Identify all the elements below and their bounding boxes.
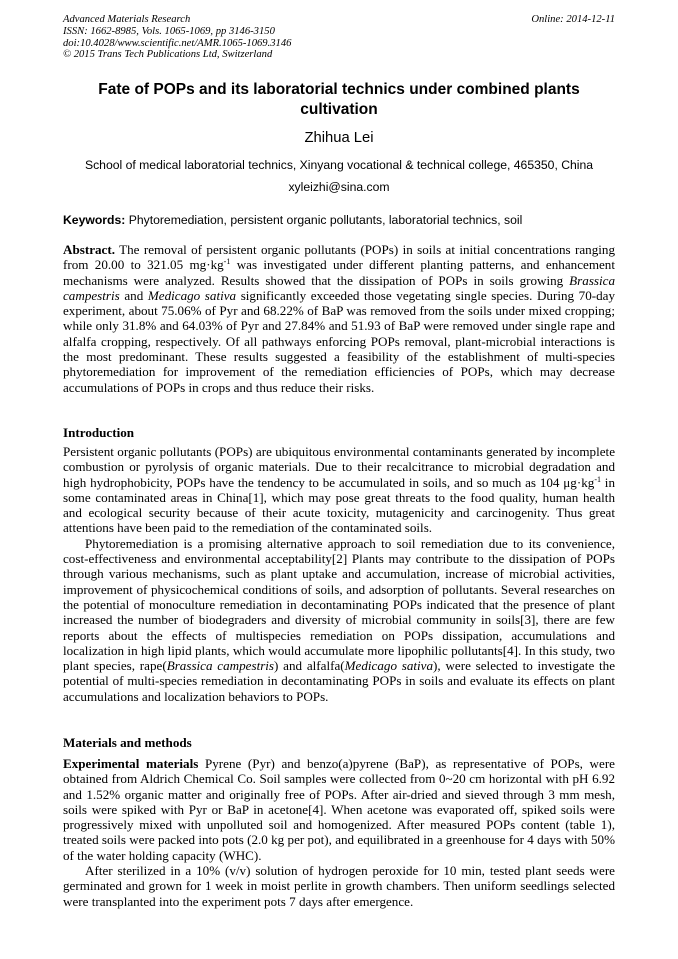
abstract — [63, 242, 615, 395]
paragraph — [63, 536, 615, 704]
paragraph-text: Persistent organic pollutants (POPs) are ubiquitous environmental contaminants generated by incomplete combustion or pyrolysis of organic materials. Due to their recalcitrance to microbial degradation and high hydrophobicity, POPs have the tendency to be accumulated in soils, and so much as 104 μg·kg — [63, 444, 615, 490]
paragraph-text: ), were selected to investigate the potential of multi-species remediation in decontaminating POPs in soils and evaluate its effects on plant accumulations and localization behaviors to POPs. — [63, 658, 616, 704]
abstract-text: significantly exceeded those vegetating single species. During 70-day experiment, about 75.06% of Pyr and 68.22% of BaP was removed from the soils under mixed cropping; while only 31.8% and 64.03% of Pyr and 27.84% and 51.93 of BaP were removed under single rape and alfalfa cropping, respectively. Of all pathways enforcing POPs removal, plant-microbial interactions is the most predominant. These results suggested a feasibility of the establishment of multi-species phytoremediation for improvement of the remediation efficiencies of POPs, which may decrease accumulations of POPs in crops and thus reduce their risks. — [63, 287, 616, 395]
copyright-line: © 2015 Trans Tech Publications Ltd, Switzerland — [63, 49, 273, 61]
journal-name: Advanced Materials Research — [63, 14, 191, 25]
paper-title: Fate of POPs and its laboratorial technics under combined plants cultivation — [98, 81, 580, 118]
journal-header — [63, 14, 291, 61]
paragraph-text: ) and alfalfa( — [274, 658, 345, 674]
introduction-body — [63, 444, 615, 704]
author-email: xyleizhi@sina.com — [288, 180, 390, 194]
paragraph — [63, 444, 615, 536]
paragraph-text: Phytoremediation is a promising alternative approach to soil remediation due to its convenience, cost-effectiveness and environmental acceptability[2] Plants may contribute to the dissipation of POPs through various mechanisms, such as plant uptake and accumulation, increase of microbial activities, improvement of physicochemical conditions of soils, and adsorption of pollutants. Several researches on the potential of monoculture remediation in decontaminating POPs indicated that the presence of plant increased the number of biodegraders and diversity of microbial community in soils[3], there are few reports about the effects of multispecies remediation on POPs dissipation, accumulations and localization in high lipid plants, which would accumulate more lipophilic pollutants[4]. In this study, two plant species, rape( — [63, 535, 615, 674]
keywords-text: Phytoremediation, persistent organic pollutants, laboratorial technics, soil — [125, 213, 523, 227]
paragraph-text: in some contaminated areas in China[1], which may pose great threats to the food quality, human health and ecological security because of their acute toxicity, mutagenicity and carcinogenity. Thus great attentions have been paid to the remediation of the contaminated soils. — [63, 474, 615, 536]
introduction-heading: Introduction — [63, 425, 135, 440]
species-name: Medicago sativa — [344, 658, 434, 674]
doi-line: doi:10.4028/www.scientific.net/AMR.1065-1069.3146 — [63, 37, 292, 49]
abstract-superscript: -1 — [223, 257, 231, 267]
author-name: Zhihua Lei — [304, 130, 374, 146]
abstract-text: The removal of persistent organic pollutants (POPs) in soils at initial concentrations ranging from 20.00 to 321.05 mg·kg — [63, 242, 615, 273]
keywords-label: Keywords: — [63, 213, 126, 227]
paragraph — [63, 756, 615, 863]
species-name: Brassica campestris — [166, 658, 275, 674]
abstract-text: and — [119, 287, 148, 303]
subsection-label: Experimental materials — [63, 756, 199, 771]
paragraph-text: Pyrene (Pyr) and benzo(a)pyrene (BaP), as representative of POPs, were obtained from Aldrich Chemical Co. Soil samples were collected from 0~20 cm horizontal with pH 6.92 and 1.52% organic matter and originally free of POPs. After air-dried and sieved through 3 mm mesh, soils were spiked with Pyr or BaP in acetone[4]. When acetone was evaporated off, spiked soils were progressively mixed with unpolluted soil and homogenized. After measured POPs content (table 1), treated soils were packed into pots (2.0 kg per pot), and equilibrated in a greenhouse for 4 days with 50% of the water holding capacity (WHC). — [63, 756, 615, 863]
paragraph — [63, 863, 615, 909]
author-affiliation: School of medical laboratorial technics, Xinyang vocational & technical college, 465350, China — [84, 158, 594, 172]
species-name: Medicago sativa — [147, 287, 237, 303]
methods-body — [63, 756, 615, 909]
keywords — [63, 212, 615, 228]
methods-heading: Materials and methods — [63, 735, 192, 750]
issn-line: ISSN: 1662-8985, Vols. 1065-1069, pp 3146-3150 — [63, 25, 275, 37]
paragraph-text: After sterilized in a 10% (v/v) solution of hydrogen peroxide for 10 min, tested plant seeds were germinated and grown for 1 week in moist perlite in growth chambers. Then uniform seedlings selected were transplanted into the experiment pots 7 days after emergence. — [63, 863, 615, 909]
species-name: Brassica campestris — [63, 272, 615, 303]
superscript: -1 — [594, 474, 601, 484]
online-date: Online: 2014-12-11 — [531, 14, 615, 25]
abstract-text: was investigated under different planting patterns, and enhancement mechanisms were analyzed. Results showed that the dissipation of POPs in soils growing — [63, 257, 615, 288]
abstract-label: Abstract. — [63, 242, 115, 257]
